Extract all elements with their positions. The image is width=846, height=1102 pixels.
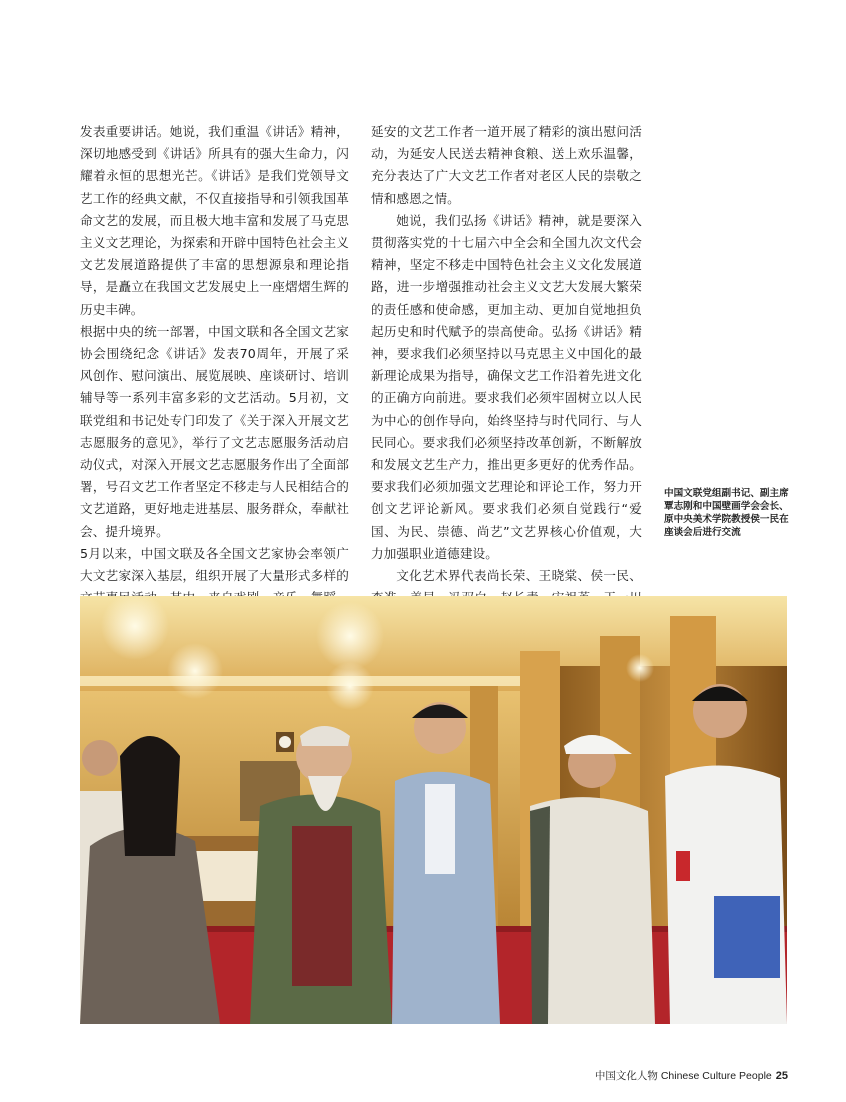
article-column-middle xyxy=(371,121,642,632)
paragraph: 发表重要讲话。她说，我们重温《讲话》精神，深切地感受到《讲话》所具有的强大生命力，闪耀着永恒的思想光芒。《讲话》是我们党领导文艺工作的经典文献，不仅直接指导和引领我国革命文艺的发展，而且极大地丰富和发展了马克思主义文艺理论，为探索和开辟中国特色社会主义文艺发展道路提供了丰富的思想源泉和理论指导，是矗立在我国文艺发展史上一座熠熠生辉的历史丰碑。 xyxy=(80,124,349,317)
paragraph: 根据中央的统一部署，中国文联和各全国文艺家协会围绕纪念《讲话》发表70周年，开展了采风创作、慰问演出、展览展映、座谈研讨、培训辅导等一系列丰富多彩的文艺活动。5月初，文联党组和书记处专门印发了《关于深入开展文艺志愿服务的意见》，举行了文艺志愿服务活动启动仪式，对深入开展文艺志愿服务作出了全面部署，号召文艺工作者坚定不移走与人民相结合的文艺道路，更好地走进基层、服务群众，奉献社会、提升境界。 xyxy=(80,323,349,539)
photo-caption: 中国文联党组副书记、副主席覃志刚和中国壁画学会会长、原中央美术学院教授侯一民在座谈会后进行交流 xyxy=(664,488,789,538)
paragraph: 文化艺术界代表尚长荣、王晓棠、侯一民、 xyxy=(396,568,642,584)
article-column-left xyxy=(80,121,349,654)
page-footer xyxy=(595,1068,788,1083)
paragraph: 她说，我们弘扬《讲话》精神，就是要深入贯彻落实党的十七届六中全会和全国九次文代会精神，坚定不移走中国特色社会主义文化发展道路，进一步增强推动社会主义文艺大发展大繁荣的责任感和使命感，更加主动、更加自觉地担负起历史和时代赋予的崇高使命。弘扬《讲话》精神，要求我们必须坚持以马克思主义中国化的最新理论成果为指导，确保文艺工作沿着先进文化的正确方向前进。要求我们必须牢固树立以人民为中心的创作导向，始终坚持与时代同行、与人民同心。要求我们必须坚持改革创新，不断解放和发展文艺生产力，推出更多更好的优秀作品。要求我们必须加强文艺理论和评论工作，努力开创文艺评论新风。要求我们必须自觉践行“爱国、为民、崇德、尚艺”文艺界核心价值观，大力加强职业道德建设。 xyxy=(371,212,642,561)
paragraph: 延安的文艺工作者一道开展了精彩的演出慰问活动，为延安人民送去精神食粮、送上欢乐温馨，充分表达了广大文艺工作者对老区人民的崇敬之情和感恩之情。 xyxy=(371,124,642,206)
page-number: 25 xyxy=(775,1070,788,1082)
event-photo xyxy=(80,596,787,1024)
paragraph: 5月以来，中国文联及各全国文艺家协会率领广大文艺家深入基层，组织开展了大量形式多样的 xyxy=(80,545,349,584)
magazine-name: 中国文化人物 Chinese Culture People xyxy=(594,1070,772,1082)
